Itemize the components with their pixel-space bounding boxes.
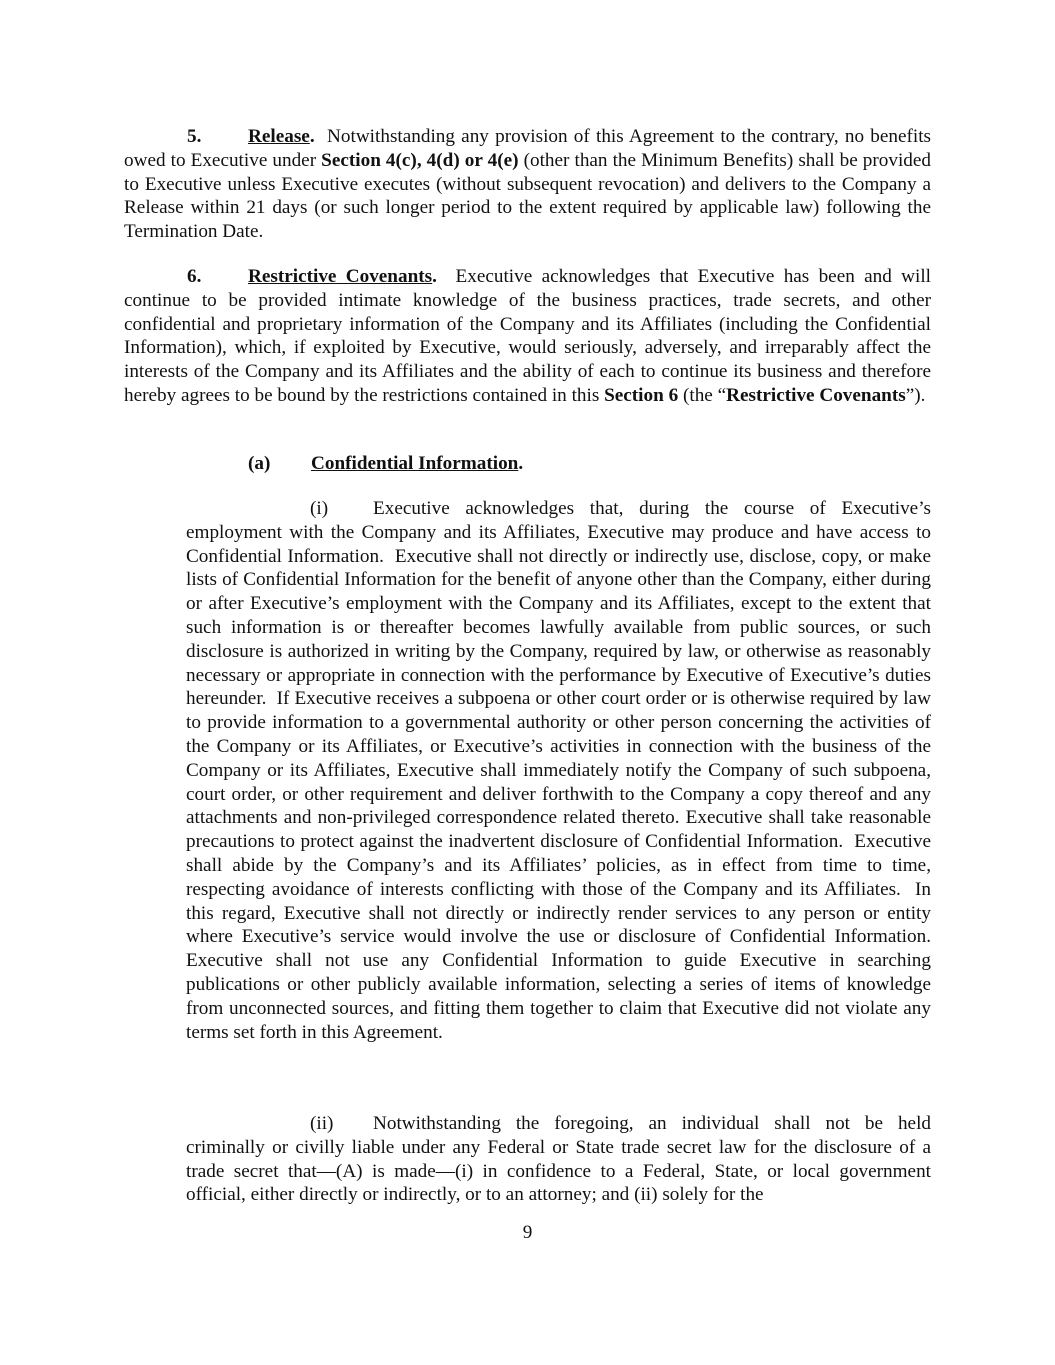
- section-6-text-a: Executive acknowledges that Executive has been and will continue to be provided intimate knowledge of the business practices, trade secrets, and other confidential and proprietary information of the Company and its Affiliates (including the Confidential Information), which, if exploited by Executive, would seriously, adversely, and irreparably affect the interests of the Company and its Affiliates and the ability of each to continue its business and therefore hereby agrees to be bound by the restrictions contained in this: [124, 266, 936, 406]
- section-5-text-b: (other than the Minimum Benefits) shall be provided to Executive unless Executive executes (without subsequent revocation) and delivers to the Company a Release within 21 days (or such longer period to the extent required by applicable law) following the Termination Date.: [124, 149, 932, 243]
- item-i-paragraph: [186, 497, 941, 1044]
- subsection-a-heading-line: [248, 452, 931, 476]
- section-6-heading-punct: .: [432, 266, 437, 287]
- page-number: 9: [522, 1222, 533, 1243]
- item-ii-paragraph: [186, 1112, 931, 1207]
- subsection-a-heading: Confidential Information: [311, 453, 519, 474]
- section-6-number: 6.: [187, 266, 202, 287]
- section-5-number: 5.: [187, 126, 202, 147]
- section-5-bold-ref: Section 4(c), 4(d) or 4(e): [321, 149, 519, 171]
- section-6-bold-ref: Section 6: [604, 384, 679, 406]
- section-6-heading: Restrictive Covenants: [248, 266, 433, 287]
- section-6-paragraph: [124, 265, 936, 408]
- item-i-text: Executive acknowledges that, during the course of Executive’s employment with the Company and its Affiliates, Executive may produce and have access to Confidential Information. Executive shall not directly or indirectly use, disclose, copy, or make lists of Confidential Information for the benefit of anyone other than the Company, either during or after Executive’s employment with the Company and its Affiliates, except to the extent that such information is or thereafter becomes lawfully available from public sources, or such disclosure is authorized in writing by the Company, required by law, or otherwise as reasonably necessary or appropriate in connection with the performance by Executive of Executive’s duties hereunder. If Executive receives a subpoena or other court order or is otherwise required by law to provide information to a governmental authority or other person concerning the activities of the Company or its Affiliates, or Executive’s activities in connection with the business of the Company or its Affiliates, Executive shall immediately notify the Company of such subpoena, court order, or other requirement and deliver forthwith to the Company a copy thereof and any attachments and non-privileged correspondence related thereto. Executive shall take reasonable precautions to protect against the inadvertent disclosure of Confidential Information. Executive shall abide by the Company’s and its Affiliates’ policies, as in effect from time to time, respecting avoidance of interests conflicting with those of the Company and its Affiliates. In this regard, Executive shall not directly or indirectly render services to any person or entity where Executive’s service would involve the use or disclosure of Confidential Information. Executive shall not use any Confidential Information to guide Executive in searching publications or other publicly available information, selecting a series of items of knowledge from unconnected sources, and fitting them together to claim that Executive did not violate any terms set forth in this Agreement.: [186, 498, 941, 1043]
- subsection-a-label: (a): [248, 453, 271, 474]
- section-5-paragraph: [124, 125, 936, 244]
- section-5-heading: Release: [248, 126, 310, 147]
- item-i-label: (i): [310, 498, 329, 519]
- subsection-a-heading-punct: .: [518, 453, 524, 474]
- section-6-bold-term: Restrictive Covenants: [726, 384, 906, 406]
- section-5-heading-punct: .: [309, 126, 315, 147]
- item-ii-label: (ii): [310, 1113, 334, 1134]
- section-6-text-c: ”).: [905, 384, 926, 406]
- item-ii-text: Notwithstanding the foregoing, an individual shall not be held criminally or civilly liable under any Federal or State trade secret law for the disclosure of a trade secret that—(A) is made—(i) in confidence to a Federal, State, or local government official, either directly or indirectly, or to an attorney; and (ii) solely for the: [186, 1113, 931, 1206]
- section-5-text-a: Notwithstanding any provision of this Agreement to the contrary, no benefits owed to Executive under: [124, 126, 936, 171]
- section-6-text-b: (the “: [678, 384, 727, 406]
